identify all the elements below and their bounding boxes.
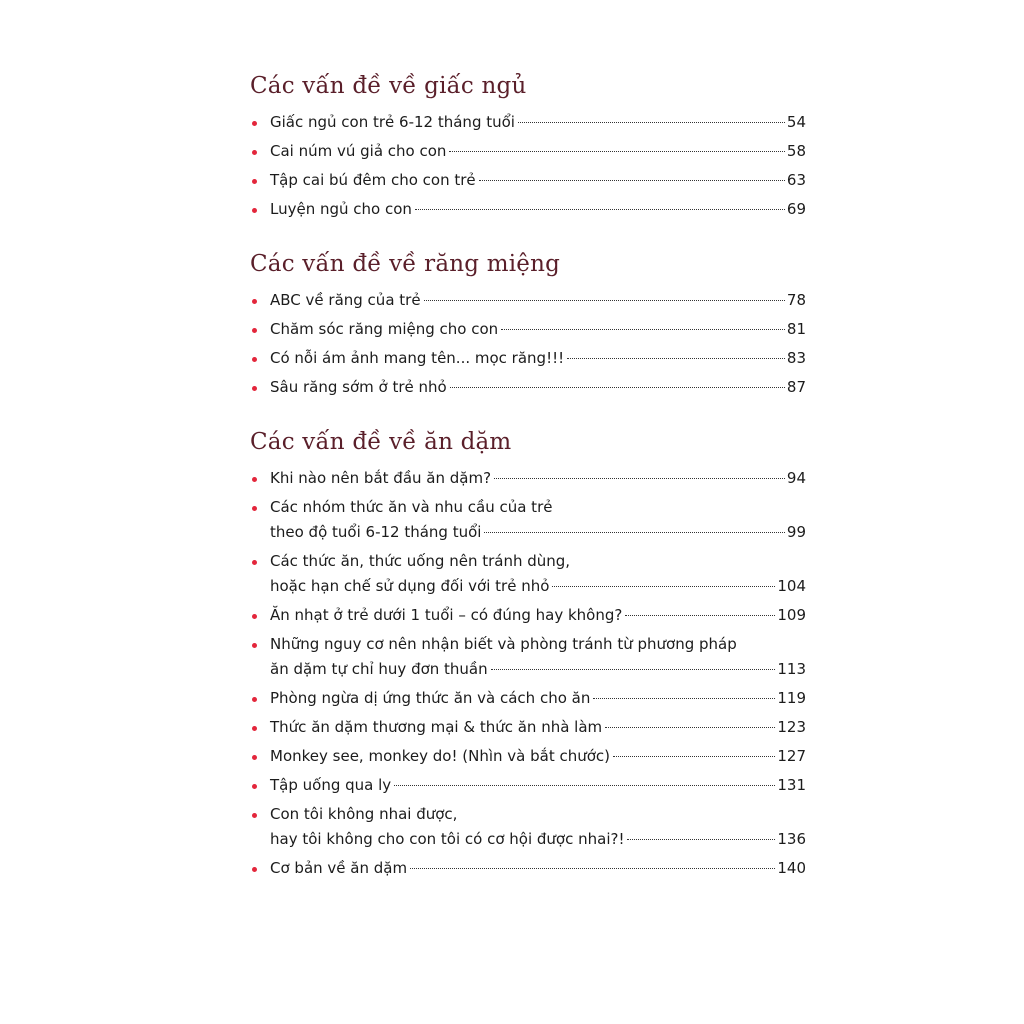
entry-title-line: Thức ăn dặm thương mại & thức ăn nhà làm <box>270 718 603 736</box>
toc-entry[interactable] <box>250 346 806 371</box>
dot-leader <box>627 839 775 840</box>
dot-leader <box>410 868 775 869</box>
toc-entry[interactable] <box>250 375 806 400</box>
bullet-icon <box>252 357 257 362</box>
dot-leader <box>415 209 785 210</box>
toc-entry[interactable] <box>250 632 806 682</box>
page-number: 69 <box>786 200 806 218</box>
bullet-icon <box>252 867 257 872</box>
dot-leader <box>449 151 784 152</box>
page-number: 54 <box>786 113 806 131</box>
dot-leader <box>518 122 785 123</box>
toc-entry[interactable] <box>250 139 806 164</box>
entry-row <box>270 346 806 371</box>
bullet-icon <box>252 208 257 213</box>
entry-title-line: Con tôi không nhai được, <box>270 805 458 823</box>
entry-row <box>270 317 806 342</box>
entry-row <box>270 520 806 545</box>
entry-title-line: Những nguy cơ nên nhận biết và phòng tránh từ phương pháp <box>270 635 737 653</box>
dot-leader <box>567 358 785 359</box>
bullet-icon <box>252 299 257 304</box>
toc-entry[interactable] <box>250 288 806 313</box>
page-number: 109 <box>777 606 806 624</box>
toc-entry[interactable] <box>250 317 806 342</box>
entry-row <box>270 168 806 193</box>
bullet-icon <box>252 121 257 126</box>
page-number: 113 <box>777 660 806 678</box>
entry-row <box>270 375 806 400</box>
page-number: 94 <box>786 469 806 487</box>
entry-title-line: ABC về răng của trẻ <box>270 291 421 309</box>
page-number: 127 <box>777 747 806 765</box>
toc-entry[interactable] <box>250 197 806 222</box>
bullet-icon <box>252 697 257 702</box>
bullet-icon <box>252 150 257 155</box>
entry-row <box>270 715 806 740</box>
bullet-icon <box>252 726 257 731</box>
toc-sections <box>250 70 810 881</box>
bullet-icon <box>252 813 257 818</box>
entry-row <box>270 197 806 222</box>
entry-title-line: Cơ bản về ăn dặm <box>270 859 408 877</box>
bullet-icon <box>252 328 257 333</box>
entry-title-line: Tập uống qua ly <box>270 776 392 794</box>
entry-title-line: Khi nào nên bắt đầu ăn dặm? <box>270 469 492 487</box>
page-number: 99 <box>786 523 806 541</box>
dot-leader <box>501 329 785 330</box>
dot-leader <box>491 669 776 670</box>
entry-title-line: hay tôi không cho con tôi có cơ hội được nhai?! <box>270 830 625 848</box>
bullet-icon <box>252 386 257 391</box>
bullet-icon <box>252 506 257 511</box>
toc-entry[interactable] <box>250 686 806 711</box>
bullet-icon <box>252 643 257 648</box>
table-of-contents <box>250 70 810 907</box>
entry-title-line: Luyện ngủ cho con <box>270 200 412 218</box>
toc-entry[interactable] <box>250 168 806 193</box>
page-number: 140 <box>777 859 806 877</box>
entry-title-line: theo độ tuổi 6-12 tháng tuổi <box>270 523 482 541</box>
page-number: 136 <box>777 830 806 848</box>
page-number: 104 <box>777 577 806 595</box>
toc-list <box>250 466 810 881</box>
dot-leader <box>479 180 785 181</box>
dot-leader <box>605 727 775 728</box>
toc-section <box>250 248 810 400</box>
entry-row <box>270 686 806 711</box>
toc-entry[interactable] <box>250 773 806 798</box>
toc-section <box>250 426 810 881</box>
entry-row <box>270 827 806 852</box>
bullet-icon <box>252 179 257 184</box>
toc-entry[interactable] <box>250 856 806 881</box>
toc-list <box>250 110 810 222</box>
toc-entry[interactable] <box>250 495 806 545</box>
bullet-icon <box>252 755 257 760</box>
page-number: 83 <box>786 349 806 367</box>
dot-leader <box>424 300 785 301</box>
entry-row <box>270 773 806 798</box>
section-title: Các vấn đề về ăn dặm <box>250 429 512 455</box>
bullet-icon <box>252 784 257 789</box>
entry-row <box>270 657 806 682</box>
page-number: 63 <box>786 171 806 189</box>
page-number: 81 <box>786 320 806 338</box>
entry-title-line: Phòng ngừa dị ứng thức ăn và cách cho ăn <box>270 689 591 707</box>
toc-list <box>250 288 810 400</box>
entry-title-line: Các thức ăn, thức uống nên tránh dùng, <box>270 552 571 570</box>
entry-title-line: Chăm sóc răng miệng cho con <box>270 320 499 338</box>
dot-leader <box>625 615 775 616</box>
toc-entry[interactable] <box>250 715 806 740</box>
bullet-icon <box>252 560 257 565</box>
toc-entry[interactable] <box>250 603 806 628</box>
section-title: Các vấn đề về giấc ngủ <box>250 73 527 99</box>
toc-section <box>250 70 810 222</box>
toc-entry[interactable] <box>250 549 806 599</box>
page-number: 119 <box>777 689 806 707</box>
entry-title-line: Giấc ngủ con trẻ 6-12 tháng tuổi <box>270 113 515 131</box>
toc-entry[interactable] <box>250 744 806 769</box>
toc-entry[interactable] <box>250 466 806 491</box>
entry-row <box>270 744 806 769</box>
entry-title-line: hoặc hạn chế sử dụng đối với trẻ nhỏ <box>270 577 550 595</box>
entry-title-line: Cai núm vú giả cho con <box>270 142 447 160</box>
entry-title-line: Tập cai bú đêm cho con trẻ <box>270 171 476 189</box>
entry-title-line: Ăn nhạt ở trẻ dưới 1 tuổi – có đúng hay không? <box>270 606 623 624</box>
entry-row <box>270 139 806 164</box>
dot-leader <box>394 785 775 786</box>
dot-leader <box>552 586 775 587</box>
dot-leader <box>593 698 775 699</box>
entry-title-line: ăn dặm tự chỉ huy đơn thuần <box>270 660 488 678</box>
entry-title-line: Các nhóm thức ăn và nhu cầu của trẻ <box>270 498 553 516</box>
bullet-icon <box>252 614 257 619</box>
dot-leader <box>450 387 785 388</box>
entry-title-line: Sâu răng sớm ở trẻ nhỏ <box>270 378 447 396</box>
toc-entry[interactable] <box>250 110 806 135</box>
entry-row <box>270 856 806 881</box>
entry-row <box>270 466 806 491</box>
dot-leader <box>494 478 785 479</box>
page-number: 58 <box>786 142 806 160</box>
entry-row <box>270 288 806 313</box>
page-number: 131 <box>777 776 806 794</box>
entry-title-line: Monkey see, monkey do! (Nhìn và bắt chước) <box>270 747 611 765</box>
bullet-icon <box>252 477 257 482</box>
page-number: 87 <box>786 378 806 396</box>
entry-title-line: Có nỗi ám ảnh mang tên... mọc răng!!! <box>270 349 565 367</box>
page-number: 78 <box>786 291 806 309</box>
entry-row <box>270 574 806 599</box>
entry-row <box>270 603 806 628</box>
page-number: 123 <box>777 718 806 736</box>
toc-entry[interactable] <box>250 802 806 852</box>
dot-leader <box>484 532 784 533</box>
section-title: Các vấn đề về răng miệng <box>250 251 561 277</box>
dot-leader <box>613 756 775 757</box>
entry-row <box>270 110 806 135</box>
